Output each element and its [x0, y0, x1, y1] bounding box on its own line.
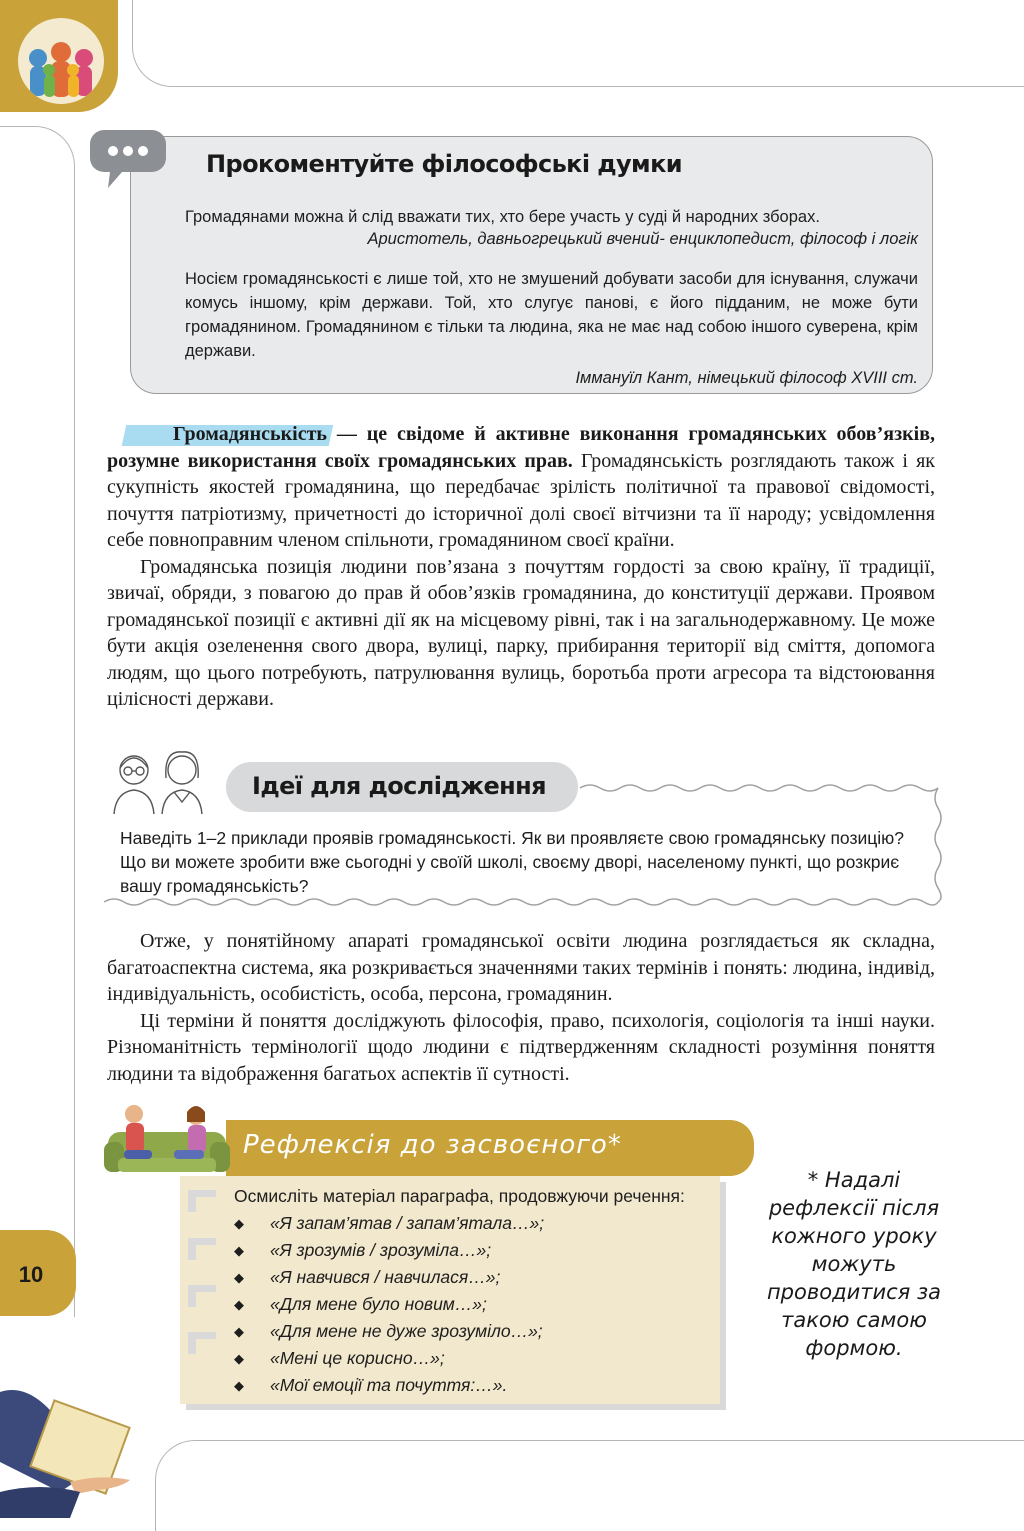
definition-rest: Громадянськість розглядають також і як сукупність якостей громадянина, що передбачає зрілість політичної та правової свідомості, почуття патріотизму, причетності до історичної долі своєї вітчизни та її народу; усвідомлення себе повноправним членом спільноти, громадянином своєї країни.: [107, 449, 935, 551]
reflection-list: [234, 1183, 685, 1399]
reflection-item: ◆ «Мої емоції та почуття:…».: [234, 1372, 685, 1399]
paragraph-civic-position: Громадянська позиція людини пов’язана з почуттям гордості за свою країну, її традиції, звичаї, обряди, з повагою до прав й обов’язків громадянина, до конституції держави. Проявом громадянської позиції є активні дії як на місцевому рівні, так і на загальнодержавному. Це може бути акція озеленення свого двора, вулиці, парку, прибирання території від сміття, допомога людям, що цього потребують, патрулювання вулиць, боротьба проти агресора та відстоювання цілісності держави.: [107, 555, 935, 710]
definition-paragraph: [107, 421, 935, 713]
couch-illustration: [104, 1098, 230, 1184]
hands-illustration: [0, 1352, 140, 1518]
notepad-square-decoration: [188, 1190, 216, 1212]
page-frame-top: [132, 0, 1024, 87]
speech-bubble-icon: [88, 128, 168, 192]
page-frame-side: [0, 126, 75, 1317]
definition-bold: — це свідоме й активне виконання громадянських обов’язків, розумне використання своїх громадянських прав.: [107, 423, 935, 472]
term-citizenship: Громадянськість: [140, 421, 327, 448]
comment-section-title: Прокоментуйте філософські думки: [206, 150, 682, 178]
page-frame-bottom: [155, 1440, 1024, 1531]
quote-aristotle: Громадянами можна й слід вважати тих, хто бере участь у суді й народних зборах.: [185, 208, 820, 226]
paragraph-concepts: Отже, у понятійному апараті громадянської освіти людина розглядається як складна, багатоаспектна система, яка розкривається значеннями таких термінів і понять: людина, індивід, індивідуальність, особистість, особа, персона, громадянин.: [107, 930, 935, 1005]
ideas-section-text: Наведіть 1–2 приклади проявів громадянськості. Як ви проявляєте свою громадянську позицію? Що ви можете зробити вже сьогодні у своїй школі, своєму дворі, населеному пункті, що розкриє вашу громадянськість?: [120, 828, 905, 896]
quote-kant-author: Іммануїл Кант, німецький філософ XVIII ст.: [575, 369, 918, 387]
page-number: 10: [18, 1262, 44, 1287]
reflection-item: ◆ «Для мене не дуже зрозуміло…»;: [234, 1318, 685, 1345]
ideas-section-title: Ідеї для дослідження: [252, 772, 546, 800]
paragraph-sciences: Ці терміни й поняття досліджують філософія, право, психологія, соціологія та інші науки. Різноманітність термінології щодо людини є підтвердженням складності розуміння поняття людини та відображення багатьох аспектів її сутності.: [107, 1009, 935, 1085]
conclusion-paragraphs: [107, 928, 935, 1087]
reflection-item: ◆ «Я зрозумів / зрозуміла…»;: [234, 1237, 685, 1264]
quote-aristotle-author: Аристотель, давньогрецький вчений- енциклопедист, філософ і логік: [367, 230, 918, 248]
notepad-square-decoration: [188, 1332, 216, 1354]
side-note: * Надалі рефлексії після кожного уроку можуть проводитися за такою самою формою.: [766, 1168, 942, 1360]
quote-kant-text: Носієм громадянськості є лише той, хто не змушений добувати засоби для існування, служачи комусь іншому, крім держави. Той, хто слугує панові, є його підданим, не може бути громадянином. Громадянином є тільки та людина, яка не має над собою іншого суверена, крім держави.: [185, 270, 918, 360]
quote-kant: [185, 267, 918, 363]
reflection-title: Рефлексія до засвоєного*: [243, 1130, 622, 1160]
people-logo: [18, 18, 104, 104]
reflection-item: ◆ «Я запам’ятав / запам’ятала…»;: [234, 1210, 685, 1237]
reflection-item: ◆ «Мені це корисно…»;: [234, 1345, 685, 1372]
reflection-lead: Осмисліть матеріал параграфа, продовжуючи речення:: [234, 1186, 685, 1206]
reflection-item: ◆ «Я навчився / навчилася…»;: [234, 1264, 685, 1291]
notepad-square-decoration: [188, 1285, 216, 1307]
reflection-item: ◆ «Для мене було новим…»;: [234, 1291, 685, 1318]
notepad-square-decoration: [188, 1238, 216, 1260]
